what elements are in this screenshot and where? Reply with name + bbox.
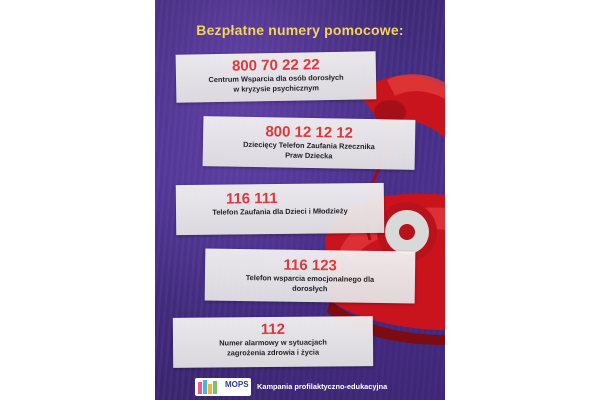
helpline-description: zagrożenia zdrowia i życia bbox=[227, 347, 320, 358]
helpline-description: Telefon Zaufania dla Dzieci i Młodzieży bbox=[212, 206, 348, 217]
helpline-card bbox=[205, 249, 416, 304]
mops-logo bbox=[195, 378, 251, 396]
helpline-description: w kryzysie psychicznym bbox=[233, 83, 319, 94]
poster-footer bbox=[155, 374, 445, 400]
helpline-description: Praw Dziecka bbox=[285, 150, 333, 161]
helpline-card bbox=[203, 116, 416, 170]
poster-heading: Bezpłatne numery pomocowe: bbox=[196, 22, 404, 38]
helpline-number: 800 12 12 12 bbox=[265, 123, 354, 142]
helpline-card bbox=[173, 316, 373, 368]
helpline-description: dorosłych bbox=[292, 283, 328, 294]
helpline-number: 112 bbox=[260, 320, 286, 339]
mops-logo-icon bbox=[195, 378, 223, 396]
helpline-card bbox=[176, 51, 377, 102]
helpline-number: 800 70 22 22 bbox=[231, 56, 320, 75]
helpline-description: Dziecięcy Telefon Zaufania Rzecznika bbox=[243, 139, 375, 152]
helpline-description: Numer alarmowy w sytuacjach bbox=[219, 337, 327, 348]
campaign-label: Kampania profilaktyczno-edukacyjna bbox=[257, 382, 388, 391]
helpline-poster bbox=[155, 0, 445, 400]
helpline-description: Centrum Wsparcia dla osób dorosłych bbox=[208, 72, 344, 85]
helpline-number: 116 111 bbox=[225, 190, 278, 208]
helpline-card bbox=[176, 183, 385, 235]
helpline-number: 116 123 bbox=[283, 256, 337, 275]
logo-text: MOPS bbox=[225, 380, 249, 389]
helpline-description: Telefon wsparcia emocjonalnego dla bbox=[245, 273, 375, 284]
